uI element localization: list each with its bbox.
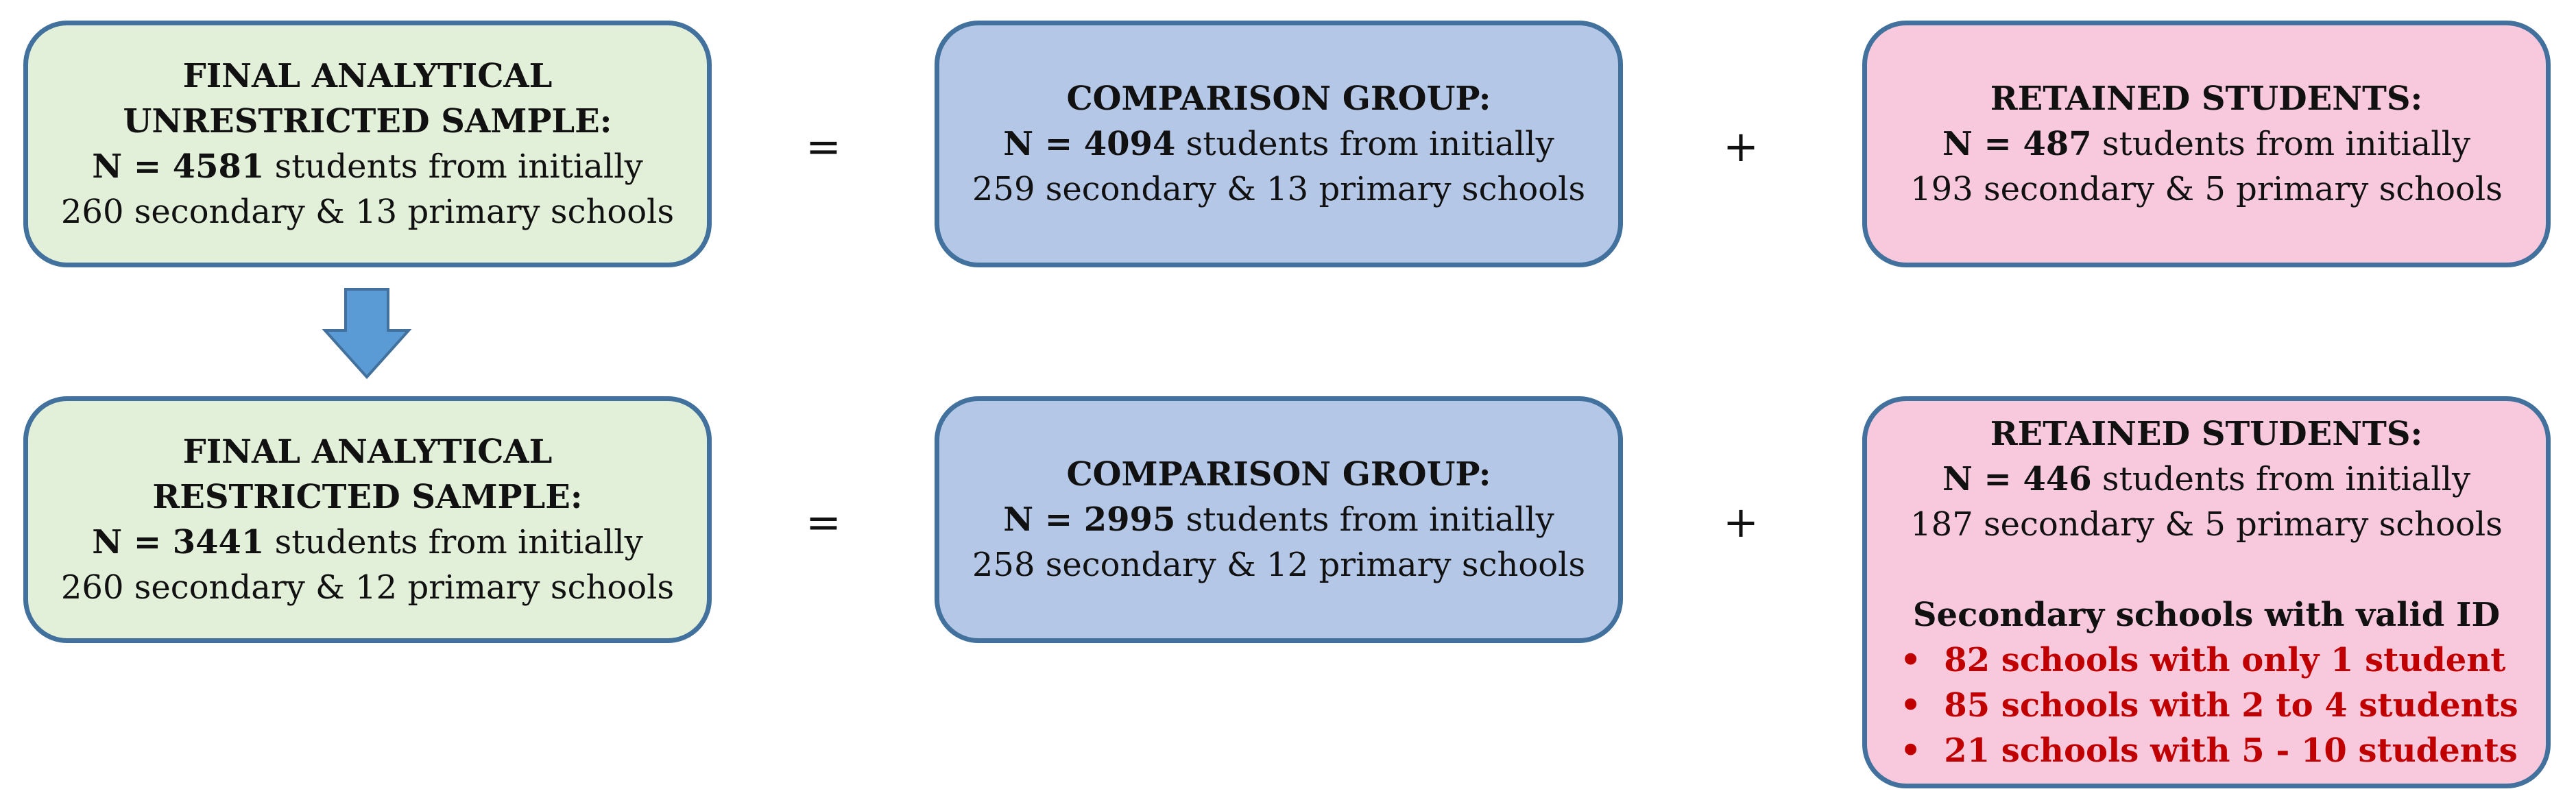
restricted-title-line2: RESTRICTED SAMPLE:	[152, 478, 583, 516]
row2-retained-n-value: N = 446	[1942, 460, 2092, 498]
row2-retained-n-line	[1942, 457, 2470, 502]
row1-plus-sign: +	[1723, 121, 1759, 171]
row2-comparison-group-box	[935, 396, 1623, 643]
row2-retained-title: RETAINED STUDENTS:	[1990, 415, 2423, 453]
down-arrow-icon	[322, 287, 411, 380]
row2-retained-n-text: students from initially	[2091, 460, 2471, 498]
row1-comparison-n-text: students from initially	[1175, 125, 1554, 163]
unrestricted-title-line2: UNRESTRICTED SAMPLE:	[123, 102, 612, 141]
restricted-title-line1: FINAL ANALYTICAL	[182, 433, 553, 471]
restricted-n-value: N = 3441	[92, 523, 265, 561]
row2-retained-schools: 187 secondary & 5 primary schools	[1910, 505, 2503, 544]
valid-id-bullet-list	[1894, 638, 2518, 773]
unrestricted-n-value: N = 4581	[92, 147, 265, 186]
row1-comparison-n-line	[1003, 121, 1554, 167]
row1-comparison-title: COMPARISON GROUP:	[1066, 80, 1491, 118]
row1-retained-schools: 193 secondary & 5 primary schools	[1910, 170, 2503, 208]
row2-comparison-title: COMPARISON GROUP:	[1066, 455, 1491, 494]
bullet-item: • 85 schools with 2 to 4 students	[1894, 683, 2518, 728]
row1-comparison-group-box	[935, 21, 1623, 267]
unrestricted-title-line1: FINAL ANALYTICAL	[182, 57, 553, 95]
row1-retained-title: RETAINED STUDENTS:	[1990, 80, 2423, 118]
row1-comparison-schools: 259 secondary & 13 primary schools	[972, 170, 1586, 208]
row1-comparison-n-value: N = 4094	[1003, 125, 1176, 163]
row2-equals-sign: =	[806, 497, 841, 547]
row2-plus-sign: +	[1723, 497, 1759, 547]
restricted-schools: 260 secondary & 12 primary schools	[60, 568, 675, 607]
row1-retained-students-box	[1862, 21, 2551, 267]
row2-comparison-schools: 258 secondary & 12 primary schools	[972, 546, 1586, 584]
row2-comparison-n-text: students from initially	[1175, 500, 1554, 539]
valid-id-subheading: Secondary schools with valid ID	[1912, 596, 2501, 634]
unrestricted-sample-box	[23, 21, 712, 267]
row2-retained-students-box	[1862, 396, 2551, 788]
row1-retained-n-text: students from initially	[2091, 125, 2471, 163]
unrestricted-n-line	[92, 144, 643, 189]
row2-comparison-n-line	[1003, 497, 1554, 542]
restricted-n-text: students from initially	[264, 523, 643, 561]
row1-retained-n-value: N = 487	[1942, 125, 2092, 163]
restricted-n-line	[92, 520, 643, 565]
row1-retained-n-line	[1942, 121, 2470, 167]
bullet-item: • 21 schools with 5 - 10 students	[1894, 728, 2518, 773]
row2-comparison-n-value: N = 2995	[1003, 500, 1176, 539]
bullet-item: • 82 schools with only 1 student	[1894, 638, 2518, 683]
unrestricted-schools: 260 secondary & 13 primary schools	[60, 193, 675, 231]
unrestricted-n-text: students from initially	[264, 147, 643, 186]
restricted-sample-box	[23, 396, 712, 643]
row1-equals-sign: =	[806, 121, 841, 171]
